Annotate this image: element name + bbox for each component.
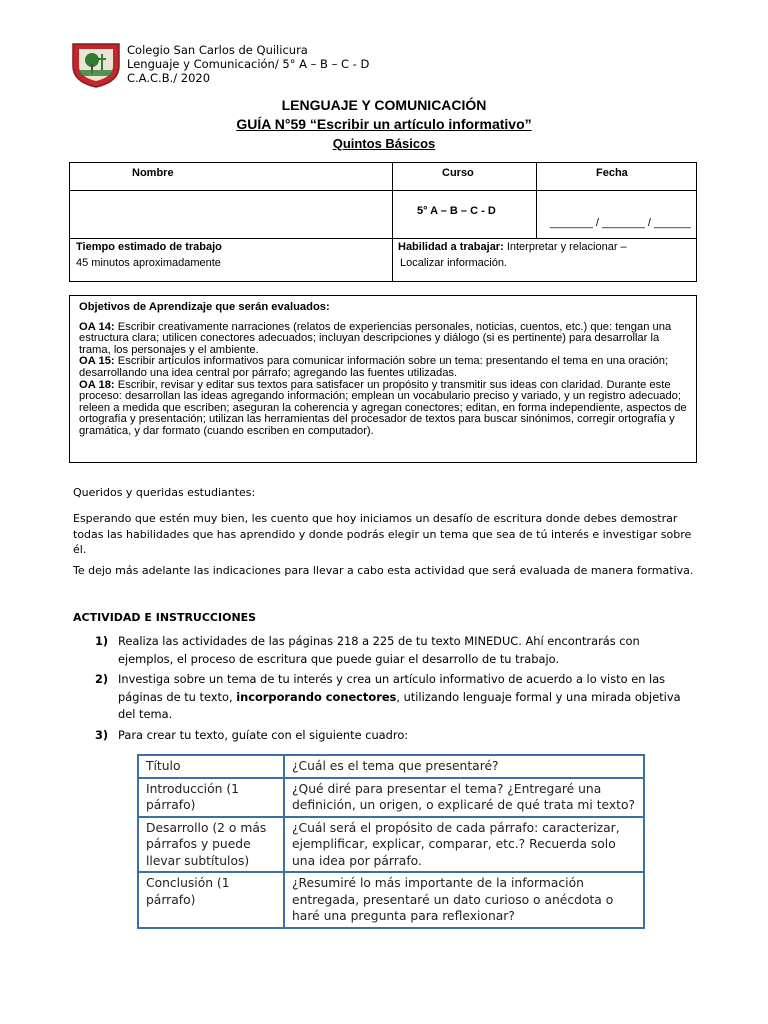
table-row — [138, 755, 644, 778]
school-header — [127, 43, 369, 85]
name-header: Nombre — [132, 167, 174, 179]
date-field[interactable]: _______ / _______ / ______ — [550, 217, 691, 229]
skill-row — [398, 241, 627, 253]
guide-label: Conclusión (1 párrafo) — [138, 872, 284, 928]
evaluation-paragraph: Te dejo más adelante las indicaciones para llevar a cabo esta actividad que será evaluada de manera formativa. — [73, 564, 694, 577]
instruction-emphasis: incorporando conectores — [236, 689, 397, 704]
objective-oa14 — [79, 322, 687, 357]
table-row — [138, 872, 644, 928]
oa14-label: OA 14: — [79, 320, 115, 333]
skill-label: Habilidad a trabajar: — [398, 241, 504, 253]
oa15-text: Escribir artículos informativos para comunicar información sobre un tema: presentando el tema en una oración; desarrollando una idea central por párrafo; agregando las fuentes utilizadas. — [79, 355, 669, 379]
oa15-label: OA 15: — [79, 355, 115, 368]
greeting: Queridos y queridas estudiantes: — [73, 486, 256, 499]
learning-objectives-box — [69, 295, 697, 463]
activity-heading: ACTIVIDAD E INSTRUCCIONES — [73, 611, 257, 624]
writing-guide-table — [137, 754, 645, 929]
intro-paragraph: Esperando que estén muy bien, les cuento que hoy iniciamos un desafío de escritura donde debes demostrar todas las habilidades que has aprendido y donde podrás elegir un tema que sea de tú interés e investigar sobre él. — [73, 512, 692, 556]
objective-oa15 — [79, 356, 687, 379]
instruction-text: Investiga sobre un tema de tu interés y crea un artículo informativo de acuerdo a lo visto en las páginas de tu texto, — [118, 672, 666, 704]
skill-value-2: Localizar información. — [400, 257, 507, 269]
guide-question: ¿Cuál es el tema que presentaré? — [284, 755, 644, 778]
table-row — [138, 778, 644, 817]
instruction-item — [73, 633, 693, 668]
instruction-text: Para crear tu texto, guíate con el siguiente cuadro: — [118, 727, 409, 742]
subject-line: Lenguaje y Comunicación/ 5° A – B – C - D — [127, 57, 370, 71]
guide-label: Título — [138, 755, 284, 778]
objectives-heading: Objetivos de Aprendizaje que serán evaluados: — [79, 301, 330, 313]
code-line: C.A.C.B./ 2020 — [127, 71, 211, 85]
guide-label: Introducción (1 párrafo) — [138, 778, 284, 817]
date-header: Fecha — [596, 167, 628, 179]
course-header: Curso — [442, 167, 474, 179]
time-label: Tiempo estimado de trabajo — [76, 241, 222, 253]
level-title: Quintos Básicos — [332, 136, 436, 151]
instruction-item — [73, 671, 693, 724]
course-value: 5° A – B – C - D — [417, 205, 496, 217]
instruction-number: 1) — [95, 634, 109, 648]
school-name: Colegio San Carlos de Quilicura — [127, 43, 308, 57]
instruction-text-end: , utilizando lenguaje formal y una mirada objetiva del tema. — [118, 689, 681, 721]
instruction-number: 3) — [95, 727, 109, 742]
guide-title: GUÍA N°59 “Escribir un artículo informativo” — [236, 116, 532, 132]
guide-question: ¿Qué diré para presentar el tema? ¿Entregaré una definición, un origen, o explicaré de qué trata mi texto? — [284, 778, 644, 817]
school-crest-logo — [70, 40, 122, 88]
instruction-item — [73, 727, 693, 745]
instruction-number: 2) — [95, 672, 109, 686]
skill-value: Interpretar y relacionar – — [503, 241, 627, 253]
oa14-text: Escribir creativamente narraciones (relatos de experiencias personales, noticias, cuentos, etc.) que: tengan una estructura clara; utilicen conectores adecuados; incluyan descripciones y diálogo (si es pertinente) para desarrollar la trama, los personajes y el ambiente. — [79, 320, 672, 356]
oa18-text: Escribir, revisar y editar sus textos para satisfacer un propósito y transmitir sus ideas con claridad. Durante este proceso: desarrollan las ideas agregando información; emplean un vocabulario preciso y variado, y un registro adecuado; releen a medida que escriben; aseguran la coherencia y agregan conectores; editan, en forma independiente, aspectos de ortografía y presentación; utilizan las herramientas del procesador de textos para buscar sinónimos, corregir ortografía y gramática, y dar formato (cuando escriben en computador). — [79, 378, 687, 437]
guide-label: Desarrollo (2 o más párrafos y puede llevar subtítulos) — [138, 817, 284, 873]
instruction-text: Realiza las actividades de las páginas 218 a 225 de tu texto MINEDUC. Ahí encontrarás con ejemplos, el proceso de escritura que puede guiar el desarrollo de tu trabajo. — [118, 634, 640, 666]
instructions-list — [73, 633, 693, 747]
name-field[interactable] — [72, 193, 390, 235]
subject-title: LENGUAJE Y COMUNICACIÓN — [281, 97, 487, 113]
time-value: 45 minutos aproximadamente — [76, 257, 221, 269]
table-row — [138, 817, 644, 873]
objective-oa18 — [79, 380, 687, 438]
student-info-table — [69, 162, 697, 282]
oa18-label: OA 18: — [79, 378, 115, 391]
guide-question: ¿Resumiré lo más importante de la información entregada, presentaré un dato curioso o anécdota o haré una pregunta para reflexionar? — [284, 872, 644, 928]
guide-question: ¿Cuál será el propósito de cada párrafo: caracterizar, ejemplificar, explicar, comparar, etc.? Recuerda solo una idea por párrafo. — [284, 817, 644, 873]
